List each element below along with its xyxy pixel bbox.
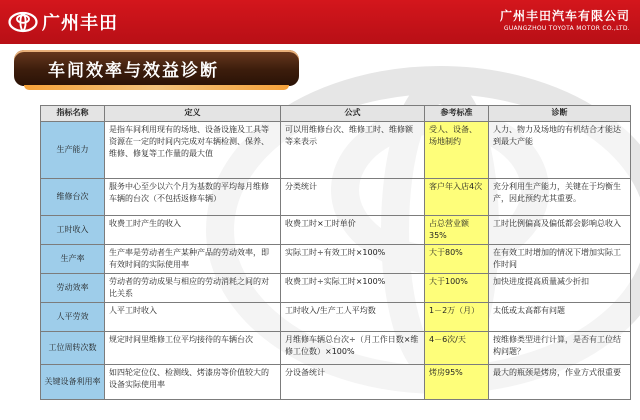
definition-cell: 如四轮定位仪、检测线、烤漆房等价值较大的设备实际使用率	[105, 365, 281, 400]
table-row	[41, 216, 631, 245]
metric-name-cell: 人平劳效	[41, 303, 105, 332]
table-row	[41, 245, 631, 274]
diagnosis-cell: 工时比例偏高及偏低都会影响总收入	[489, 216, 631, 245]
metric-name-cell: 工时收入	[41, 216, 105, 245]
column-header-definition: 定义	[105, 106, 281, 122]
table-row	[41, 274, 631, 303]
formula-cell: 可以用维修台次、维修工时、维修额等来表示	[281, 122, 425, 179]
definition-cell: 服务中心至少以六个月为基数的平均每月维修车辆的台次（不包括返修车辆）	[105, 179, 281, 216]
metric-name-cell: 工位周转次数	[41, 332, 105, 365]
header-bar	[0, 0, 640, 44]
reference-cell: 1－2万（月）	[425, 303, 489, 332]
company-name-english: GUANGZHOU TOYOTA MOTOR CO.,LTD.	[503, 25, 630, 32]
diagnosis-table-container	[40, 105, 630, 400]
metric-name-cell: 维修台次	[41, 179, 105, 216]
formula-cell: 分类统计	[281, 179, 425, 216]
company-name	[500, 7, 630, 32]
diagnosis-cell: 最大的瓶颈是烤房，作业方式很重要	[489, 365, 631, 400]
diagnosis-cell: 太低或太高都有问题	[489, 303, 631, 332]
reference-cell: 受人、设备、场地制约	[425, 122, 489, 179]
formula-cell: 工时收入/生产工人平均数	[281, 303, 425, 332]
formula-cell: 收费工时×工时单价	[281, 216, 425, 245]
table-row	[41, 122, 631, 179]
toyota-logo-icon	[8, 9, 38, 35]
column-header-reference: 参考标准	[425, 106, 489, 122]
diagnosis-cell: 按维修类型进行计算，是否有工位结构问题？	[489, 332, 631, 365]
metric-name-cell: 关键设备利用率	[41, 365, 105, 400]
reference-cell: 大于80%	[425, 245, 489, 274]
table-row	[41, 365, 631, 400]
table-row	[41, 303, 631, 332]
definition-cell: 收费工时产生的收入	[105, 216, 281, 245]
definition-cell: 是指车间利用现有的场地、设备设施及工具等资源在一定的时间内完成对车辆检测、保养、维修、修复等工作量的最大值	[105, 122, 281, 179]
table-row	[41, 332, 631, 365]
column-header-diagnosis: 诊断	[489, 106, 631, 122]
reference-cell: 占总营业额35%	[425, 216, 489, 245]
formula-cell: 收费工时÷实际工时×100%	[281, 274, 425, 303]
definition-cell: 规定时间里维修工位平均接待的车辆台次	[105, 332, 281, 365]
formula-cell: 月维修车辆总台次÷（月工作日数×维修工位数）×100%	[281, 332, 425, 365]
definition-cell: 人平工时收入	[105, 303, 281, 332]
reference-cell: 大于100%	[425, 274, 489, 303]
slide-title-bar	[14, 50, 299, 86]
company-name-chinese: 广州丰田汽车有限公司	[499, 9, 630, 23]
reference-cell: 客户年入店4次	[425, 179, 489, 216]
column-header-name: 指标名称	[41, 106, 105, 122]
definition-cell: 生产率是劳动者生产某种产品的劳动效率，即有效时间的实际使用率	[105, 245, 281, 274]
diagnosis-cell: 人力、物力及场地的有机结合才能达到最大产能	[489, 122, 631, 179]
table-row	[41, 179, 631, 216]
diagnosis-cell: 在有效工时增加的情况下增加实际工作时间	[489, 245, 631, 274]
formula-cell: 分设备统计	[281, 365, 425, 400]
metric-name-cell: 生产能力	[41, 122, 105, 179]
metric-name-cell: 生产率	[41, 245, 105, 274]
logo-text: 广州丰田	[42, 13, 118, 34]
brand-logo	[8, 6, 148, 38]
diagnosis-cell: 充分利用生产能力，关键在于均衡生产，因此预约尤其重要。	[489, 179, 631, 216]
reference-cell: 烤房95%	[425, 365, 489, 400]
column-header-formula: 公式	[281, 106, 425, 122]
formula-cell: 实际工时÷有效工时×100%	[281, 245, 425, 274]
diagnosis-cell: 加快进度提高质量减少折扣	[489, 274, 631, 303]
diagnosis-table	[40, 105, 631, 400]
definition-cell: 劳动者的劳动成果与相应的劳动消耗之间的对比关系	[105, 274, 281, 303]
slide-title: 车间效率与效益诊断	[48, 61, 219, 81]
table-header-row	[41, 106, 631, 122]
reference-cell: 4－6次/天	[425, 332, 489, 365]
metric-name-cell: 劳动效率	[41, 274, 105, 303]
